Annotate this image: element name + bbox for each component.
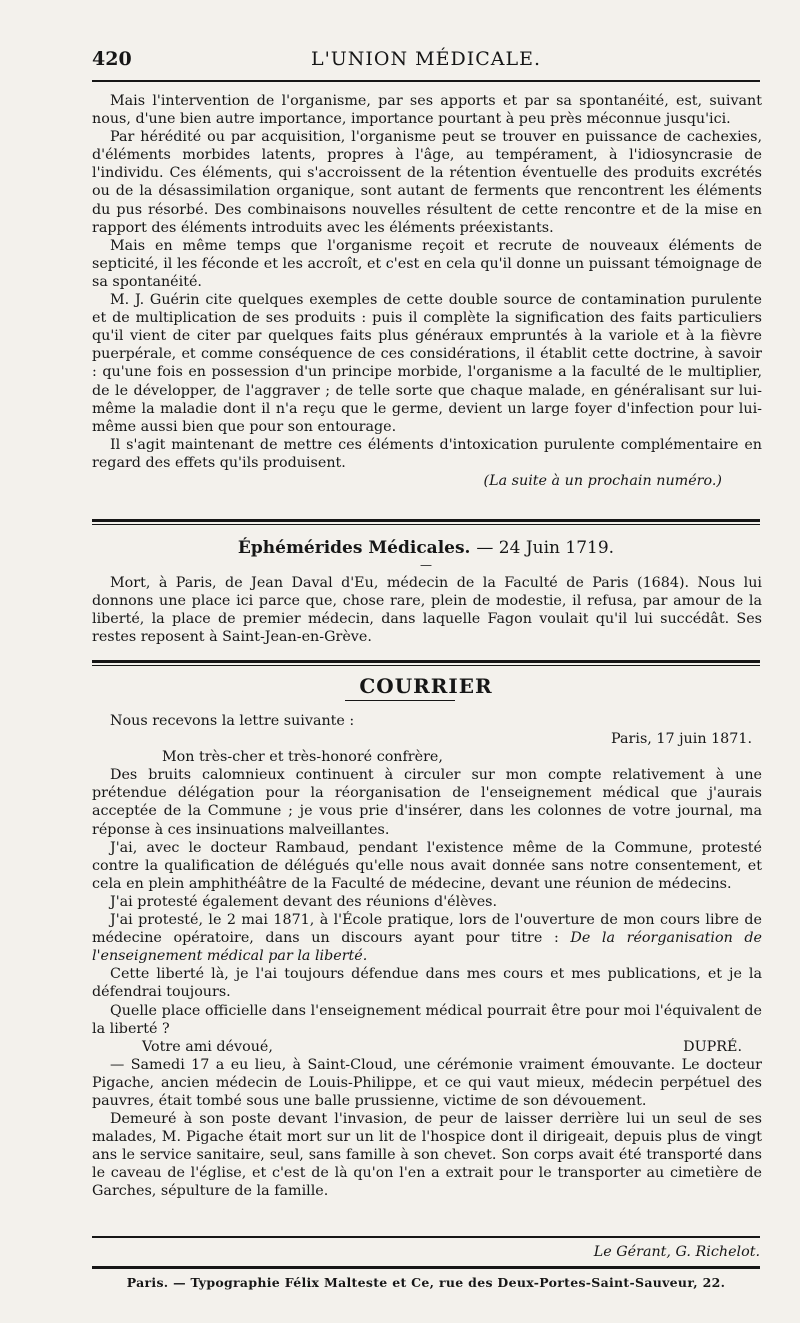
news-paragraph: Demeuré à son poste devant l'invasion, de peur de laisser derrière lui un seul de ses malades, M. Pigache était mort sur un lit de l'hospice dont il dirigeait, depuis plus de vingt ans le service sanitaire, seul, sans famille à son chevet. Son corps avait été transporté dans le caveau de l'église, et c'est de là qu'on l'en a extrait pour le transporter au cimetière de Garches, sépulture de la famille. [92,1111,762,1200]
ephemerides-separator: — [420,558,432,572]
ephemerides-title: Éphémérides Médicales. [237,538,471,558]
courrier-rule-thin [92,665,760,666]
letter-closing-row [92,1038,762,1056]
letter-salutation: Mon très-cher et très-honoré confrère, [162,749,443,766]
courrier-rule [92,660,760,663]
section-rule-thin [92,524,760,525]
printer-imprint: Paris. — Typographie Félix Malteste et Ce, rue des Deux-Portes-Saint-Sauveur, 22. [126,1275,726,1290]
article-paragraph: M. J. Guérin cite quelques exemples de cette double source de contamination purulente et de multiplication de ses produits : puis il complète la signification des faits particuliers qu'il vient de citer par quelques faits plus généraux empruntés à la variole et à la fièvre puerpérale, et comme conséquence de ces considérations, il établit cette doctrine, à savoir : qu'une fois en possession d'un principe morbide, l'organisme a la faculté de le multiplier, de le développer, de l'aggraver ; de telle sorte que chaque malade, en généralisant sur lui-même la maladie dont il n'a reçu que le germe, devient un large foyer d'infection pour lui-même aussi bien que pour son entourage. [92,292,762,435]
letter-paragraph: Quelle place officielle dans l'enseignement médical pourrait être pour moi l'équivalent de la liberté ? [92,1002,762,1037]
letter-paragraph: Des bruits calomnieux continuent à circuler sur mon compte relativement à une prétendue délégation pour la réorganisation de l'enseignement médical que j'aurais acceptée de la Commune ; je vous prie d'insérer, dans les colonnes de votre journal, ma réponse à ces insinuations malveillantes. [92,767,762,838]
ephemerides-heading [92,538,760,558]
letter-paragraph: Cette liberté là, je l'ai toujours défendue dans mes cours et mes publications, et je la défendrai toujours. [92,966,762,1001]
courrier-title: COURRIER [359,674,493,698]
page-header [92,48,760,78]
article-paragraph: Mais l'intervention de l'organisme, par ses apports et par sa spontanéité, est, suivant nous, d'une bien autre importance, importance pourtant à peu près méconnue jusqu'ici. [92,93,762,128]
footer-rule-thick [92,1266,760,1269]
letter-paragraph: J'ai protesté également devant des réunions d'élèves. [110,893,498,910]
article-paragraph: Il s'agit maintenant de mettre ces éléments d'intoxication purulente complémentaire en regard des effets qu'ils produisent. [92,436,762,471]
header-rule [92,80,760,82]
footer-rule [92,1236,760,1238]
letter-paragraph-discours [92,911,762,965]
courrier-body [92,712,762,1201]
letter-paragraph: J'ai, avec le docteur Rambaud, pendant l'existence même de la Commune, protesté contre la qualification de délégués qu'elle nous avait donnée sans notre consentement, et cela en plein amphithéâtre de la Faculté de médecine, devant une réunion de médecins. [92,839,762,892]
page-number: 420 [92,48,132,70]
discours-title: De la réorganisation de l'enseignement médical par la liberté. [92,930,763,965]
letter-signature: DUPRÉ. [683,1038,742,1055]
article-paragraph: Par hérédité ou par acquisition, l'organisme peut se trouver en puissance de cachexies, d'éléments morbides latents, propres à l'âge, au tempérament, à l'idiosyncrasie de l'individu. Ces éléments, qui s'accroissent de la rétention éventuelle des produits excrétés ou de la désassimilation organique, sont autant de ferments que rencontrent les éléments du pus résorbé. Des combinaisons nouvelles résultent de cette rencontre et de la mise en rapport des éléments introduits avec les éléments préexistants. [92,129,762,236]
article-body [92,92,762,490]
title-underline [345,700,455,701]
article-paragraph: Mais en même temps que l'organisme reçoit et recrute de nouveaux éléments de septicité, il les féconde et les accroît, et c'est en cela qu'il donne un puissant témoignage de sa spontanéité. [92,237,762,290]
news-paragraph: — Samedi 17 a eu lieu, à Saint-Cloud, une cérémonie vraiment émouvante. Le docteur Pigache, ancien médecin de Louis-Philippe, et ce qui vaut mieux, médecin perpétuel des pauvres, était tombé sous une balle prussienne, victime de son dévouement. [92,1056,762,1109]
letter-closing: Votre ami dévoué, [142,1038,273,1055]
section-rule [92,519,760,522]
journal-title: L'UNION MÉDICALE. [310,48,542,70]
ephemerides-text: Mort, à Paris, de Jean Daval d'Eu, médecin de la Faculté de Paris (1684). Nous lui donnons une place ici parce que, chose rare, plein de modestie, il refusa, par amour de la liberté, la place de premier médecin, dans laquelle Fagon voulait qu'il lui succédât. Ses restes reposent à Saint-Jean-en-Grève. [92,575,762,646]
ephemerides-date: — 24 Juin 1719. [476,538,615,558]
gerant-line: Le Gérant, G. Richelot. [593,1244,760,1260]
letter-dateline: Paris, 17 juin 1871. [611,731,752,748]
continuation-note: (La suite à un prochain numéro.) [483,472,722,489]
letter-paragraph-text: J'ai protesté, le 2 mai 1871, à l'École pratique, lors de l'ouverture de mon cours libre de médecine opératoire, dans un discours ayant pour titre : [92,912,762,947]
courrier-intro: Nous recevons la lettre suivante : [110,713,355,729]
ephemerides-body [92,574,762,646]
